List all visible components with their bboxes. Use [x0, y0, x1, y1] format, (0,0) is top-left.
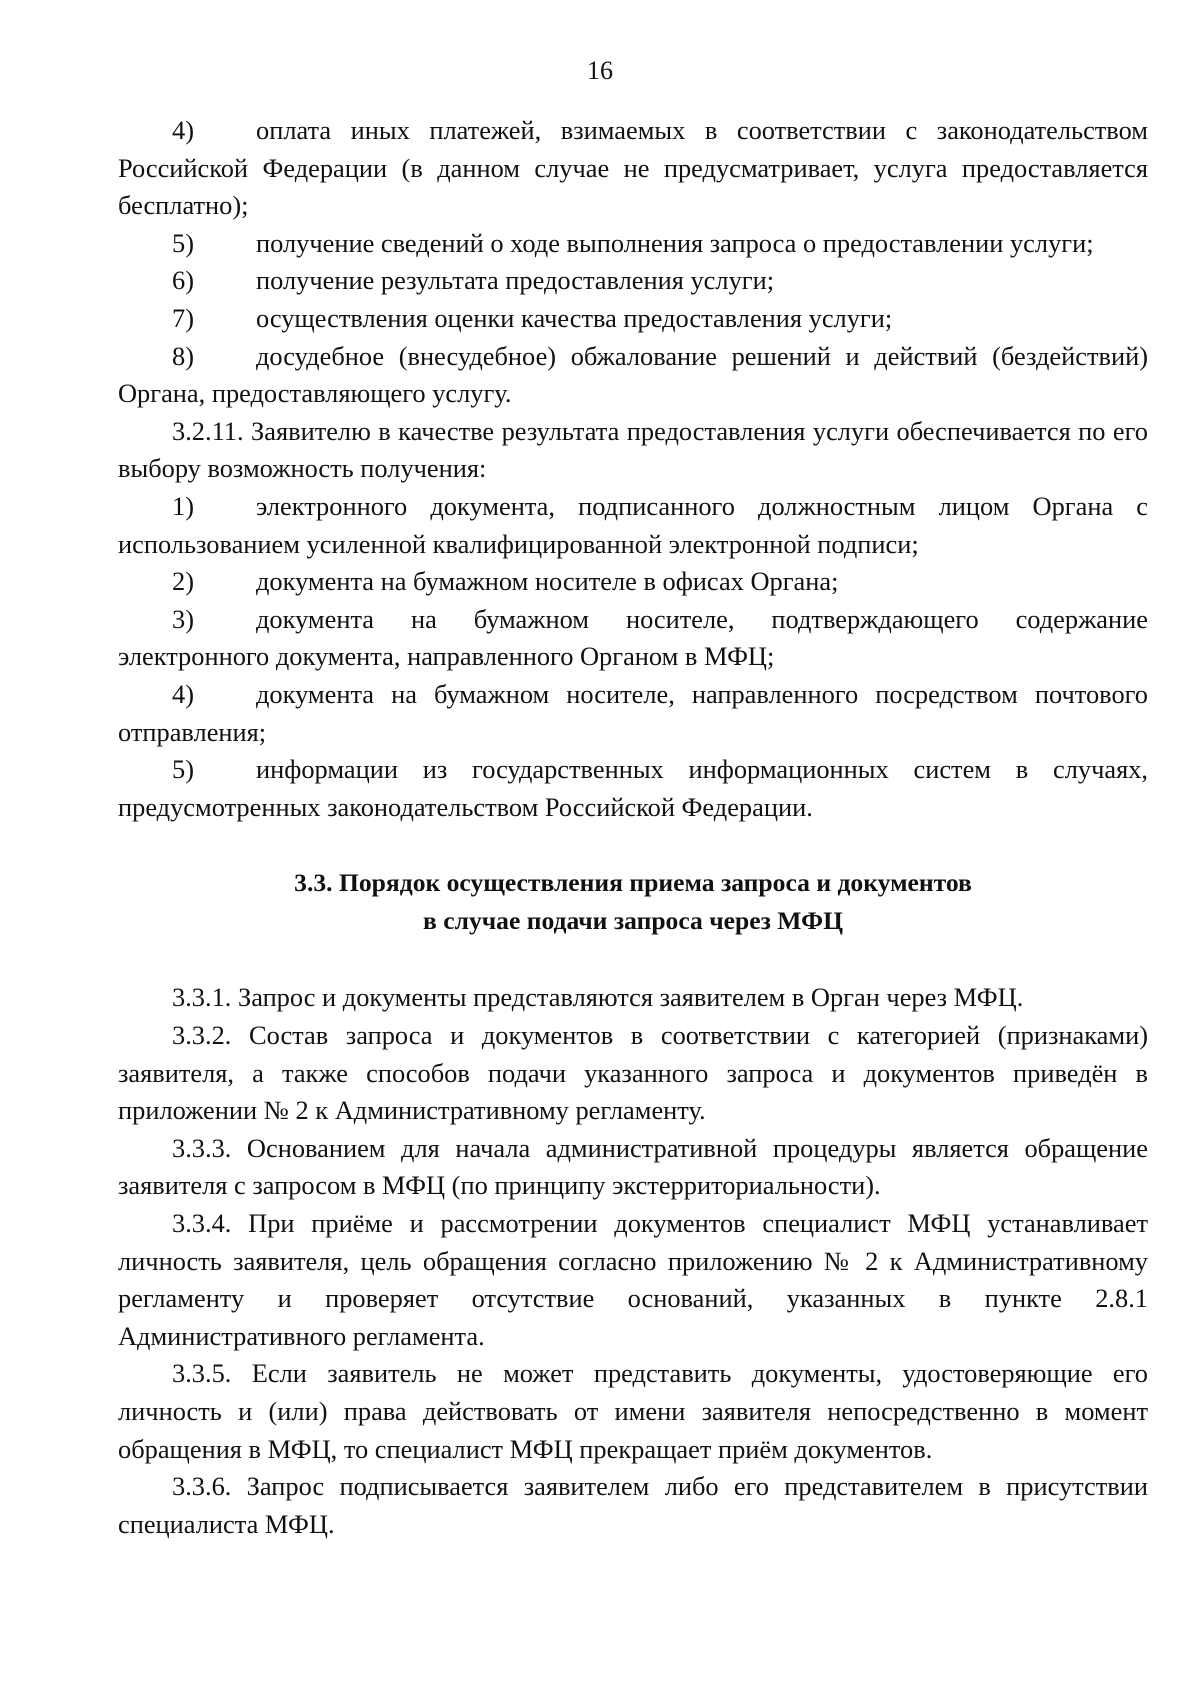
section-heading-line: в случае подачи запроса через МФЦ — [423, 905, 843, 935]
list-item-text: документа на бумажном носителе в офисах Органа; — [256, 566, 839, 597]
list-item — [118, 676, 1148, 751]
list-item-number: 8) — [172, 340, 194, 371]
list-item — [118, 112, 1148, 225]
list-item — [118, 563, 1148, 601]
paragraph-3-3-1: 3.3.1. Запрос и документы представляются заявителем в Орган через МФЦ. — [172, 982, 1024, 1013]
list-item — [118, 751, 1148, 826]
list-item-number: 4) — [172, 678, 194, 709]
paragraph-3-3-2: 3.3.2. Состав запроса и документов в соответствии с категорией (признаками) заявителя, а также способов подачи указанного запроса и документов приведён в приложении № 2 к Административному регламенту. — [118, 1020, 1148, 1126]
page-number: 16 — [587, 56, 613, 85]
list-item-text: получение сведений о ходе выполнения запроса о предоставлении услуги; — [256, 227, 1094, 258]
list-item-text: получение результата предоставления услуги; — [256, 265, 775, 296]
list-item-number: 5) — [172, 227, 194, 258]
list-item — [118, 338, 1148, 413]
list-item-text: документа на бумажном носителе, подтверждающего содержание электронного документа, направленного Органом в МФЦ; — [118, 603, 1148, 672]
list-item-number: 3) — [172, 603, 194, 634]
list-item-number: 6) — [172, 265, 194, 296]
list-item-text: информации из государственных информационных систем в случаях, предусмотренных законодательством Российской Федерации. — [118, 754, 1148, 822]
section-heading — [118, 864, 1148, 939]
list-item — [118, 488, 1148, 563]
list-item-text: оплата иных платежей, взимаемых в соответствии с законодательством Российской Федерации (в данном случае не предусматривает, услуга предоставляется бесплатно); — [118, 115, 1148, 221]
list-payment-items — [118, 112, 1148, 413]
list-item-number: 2) — [172, 566, 194, 597]
document-body — [118, 112, 1148, 1543]
list-item-number: 4) — [172, 115, 194, 145]
paragraph-3-2-11: 3.2.11. Заявителю в качестве результата предоставления услуги обеспечивается по его выбору возможность получения: — [118, 415, 1148, 484]
list-item — [118, 225, 1148, 263]
list-item-text: электронного документа, подписанного должностным лицом Органа с использованием усиленной квалифицированной электронной подписи; — [118, 490, 1148, 559]
section-heading-line: 3.3. Порядок осуществления приема запроса и документов — [294, 868, 972, 898]
list-item-number: 1) — [172, 490, 194, 521]
list-result-options — [118, 488, 1148, 826]
list-item — [118, 300, 1148, 338]
list-item-text: досудебное (внесудебное) обжалование решений и действий (бездействий) Органа, предоставляющего услугу. — [118, 340, 1148, 409]
paragraph-3-3-4: 3.3.4. При приёме и рассмотрении документов специалист МФЦ устанавливает личность заявителя, цель обращения согласно приложению № 2 к Административному регламенту и проверяет отсутствие оснований, указанных в пункте 2.8.1 Административного регламента. — [118, 1208, 1148, 1351]
paragraph-3-3-6: 3.3.6. Запрос подписывается заявителем либо его представителем в присутствии специалиста МФЦ. — [118, 1471, 1148, 1539]
list-item — [118, 262, 1148, 300]
paragraph-3-3-5: 3.3.5. Если заявитель не может представить документы, удостоверяющие его личность и (или) права действовать от имени заявителя непосредственно в момент обращения в МФЦ, то специалист МФЦ прекращает приём документов. — [118, 1358, 1148, 1464]
paragraph-3-3-3: 3.3.3. Основанием для начала административной процедуры является обращение заявителя с запросом в МФЦ (по принципу экстерриториальности). — [118, 1132, 1148, 1201]
list-item-number: 5) — [172, 754, 194, 785]
list-item-text: документа на бумажном носителе, направленного посредством почтового отправления; — [118, 678, 1148, 747]
list-item-number: 7) — [172, 302, 194, 333]
section-3-3-paragraphs — [118, 979, 1148, 1543]
list-item-text: осуществления оценки качества предоставления услуги; — [256, 302, 893, 333]
list-item — [118, 601, 1148, 676]
